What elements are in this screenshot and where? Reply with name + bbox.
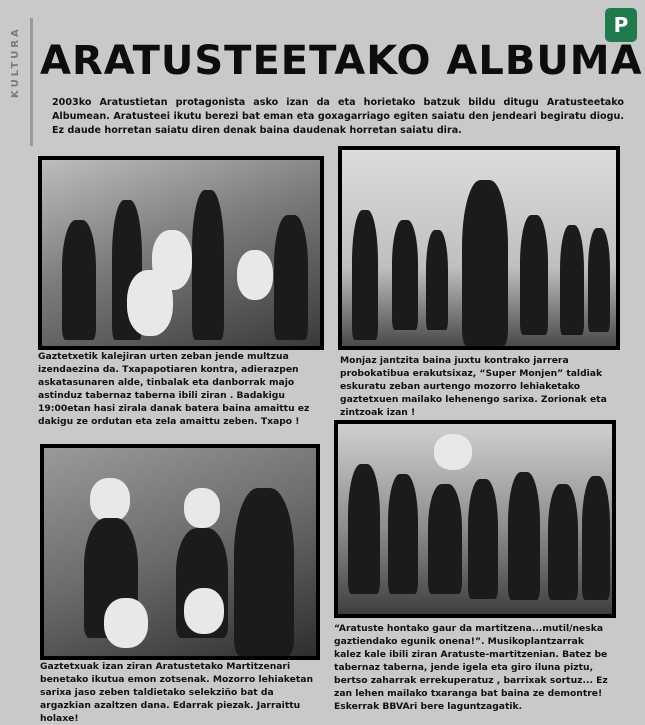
photo-musikoplantzarrak bbox=[334, 420, 616, 618]
caption-street-parade: Gaztetxetik kalejiran urten zeban jende multzua izendaezina da. Txapapotiaren kontra, adierazpen askatasunaren alde, tinbalak eta danborrak majo astinduz tabernaz taberna ibili ziran . Badakigu 19:00etan hasi zirala danak batera baina amaittu ez dakigu ze ordutan eta zela amaittu zeben. Txapo ! bbox=[38, 351, 310, 427]
section-label: KULTURA bbox=[10, 26, 21, 98]
intro-paragraph: 2003ko Aratustietan protagonista asko izan da eta horietako batzuk bildu ditugu Aratusteetako Albumean. Aratusteei ikutu berezi bat eman eta goxagarriago egiten saiatu den jendeari begiratu diogu. Ez daude horretan saiatu diren denak baina daudenak horretan saiatu dira. bbox=[52, 97, 624, 136]
photo-gaztetxuak bbox=[40, 444, 320, 660]
photo-super-monjak bbox=[338, 146, 620, 350]
section-divider bbox=[30, 18, 33, 146]
caption-super-monjak: Monjaz jantzita baina juxtu kontrako jarrera probokatibua erakutsixaz, “Super Monjen” taldiak eskuratu zeban aurtengo mozorro lehiaketako gaztetxuen mailako lehenengo sarixa. Zorionak eta zintzoak izan ! bbox=[340, 355, 607, 418]
magazine-logo: P bbox=[605, 8, 637, 42]
caption-gaztetxuak: Gaztetxuak izan ziran Aratustetako Martitzenari benetako ikutua emon zotsenak. Mozorro lehiaketan sarixa jaso zeben taldietako selekziño bat da argazkian azaltzen dana. Edarrak piezak. Jarraittu holaxe! bbox=[40, 661, 314, 724]
caption-musikoplantzarrak: “Aratuste hontako gaur da martitzena...mutil/neska gaztiendako egunik onena!”. Musikoplantzarrak kalez kale ibili ziran Aratuste-martitzenian. Batez be tabernaz taberna, jende igela eta giro iluna piztu, bertso zaharrak errekuperatuz , barrixak sortuz... Ez zan lehen mailako txaranga bat baina ze demontre! Eskerrak BBVAri bere laguntzagatik. bbox=[334, 623, 608, 712]
photo-street-parade bbox=[38, 156, 324, 350]
page-title: ARATUSTEETAKO ALBUMA bbox=[40, 38, 643, 84]
